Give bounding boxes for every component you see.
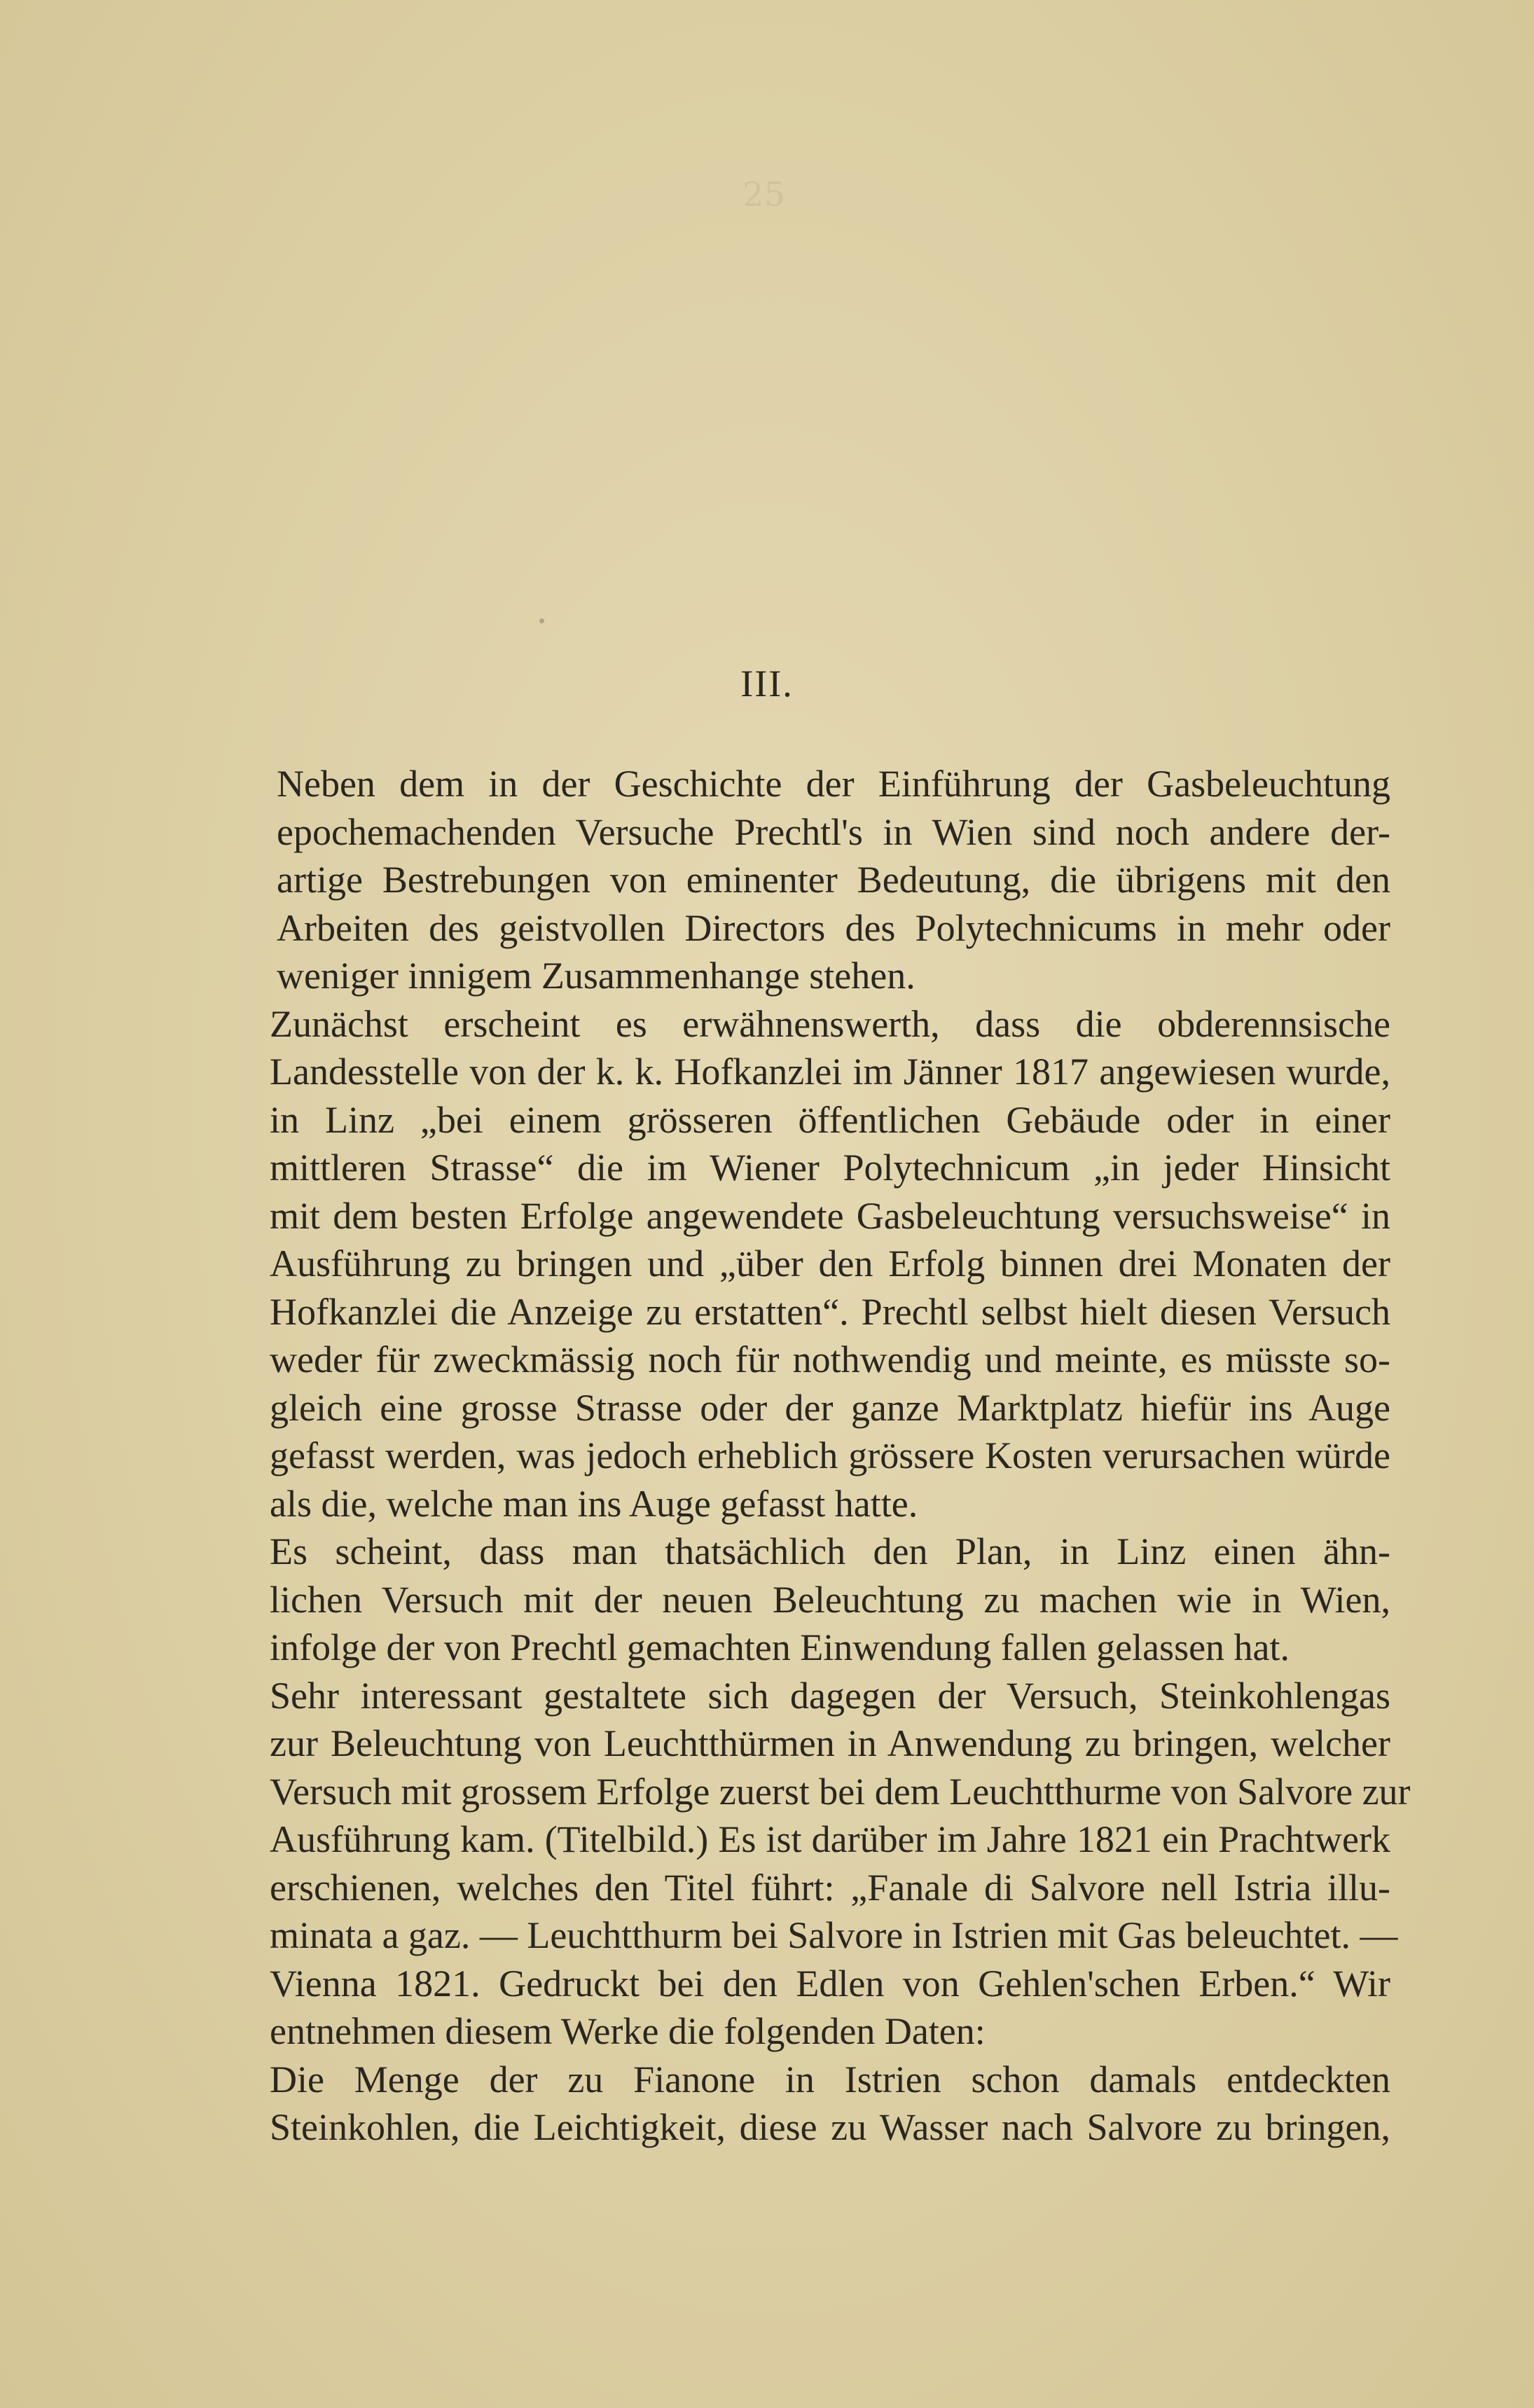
text-line: Die Menge der zu Fianone in Istrien schon damals entdeckten xyxy=(270,2058,1390,2101)
text-line: Hofkanzlei die Anzeige zu erstatten“. Prechtl selbst hielt diesen Versuch xyxy=(270,1290,1390,1333)
text-line: mit dem besten Erfolge angewendete Gasbeleuchtung versuchsweise“ in xyxy=(270,1194,1390,1237)
text-line: Zunächst erscheint es erwähnenswerth, dass die obderennsische xyxy=(270,1002,1390,1045)
section-heading: III. xyxy=(740,663,794,705)
text-line: minata a gaz. — Leuchtthurm bei Salvore in Istrien mit Gas beleuchtet. — xyxy=(270,1914,1398,1956)
text-line: weder für zweckmässig noch für nothwendig und meinte, es müsste so- xyxy=(270,1338,1390,1381)
text-line: gefasst werden, was jedoch erheblich grössere Kosten verursachen würde xyxy=(270,1434,1390,1476)
body-text xyxy=(179,760,1411,2152)
text-line: entnehmen diesem Werke die folgenden Daten: xyxy=(270,2010,986,2052)
text-line: als die, welche man ins Auge gefasst hatte. xyxy=(270,1482,918,1525)
paragraph-4 xyxy=(179,1672,1411,2056)
text-line: Ausführung kam. (Titelbild.) Es ist darüber im Jahre 1821 ein Prachtwerk xyxy=(270,1818,1390,1860)
paragraph-2 xyxy=(179,1000,1390,1528)
ink-speck xyxy=(539,618,544,623)
text-line: Landesstelle von der k. k. Hofkanzlei im Jänner 1817 angewiesen wurde, xyxy=(270,1051,1390,1093)
text-line: Arbeiten des geistvollen Directors des Polytechnicums in mehr oder xyxy=(277,906,1390,949)
text-line: in Linz „bei einem grösseren öffentlichen Gebäude oder in einer xyxy=(270,1098,1390,1141)
text-line: artige Bestrebungen von eminenter Bedeutung, die übrigens mit den xyxy=(277,859,1390,901)
text-line: zur Beleuchtung von Leuchtthürmen in Anwendung zu bringen, welcher xyxy=(270,1722,1390,1764)
paragraph-5 xyxy=(179,2056,1390,2152)
faint-page-number: 25 xyxy=(742,175,786,214)
text-line: gleich eine grosse Strasse oder der ganze Marktplatz hiefür ins Auge xyxy=(270,1386,1390,1429)
text-line: epochemachenden Versuche Prechtl's in Wien sind noch andere der- xyxy=(277,810,1390,853)
text-line: Ausführung zu bringen und „über den Erfolg binnen drei Monaten der xyxy=(270,1243,1390,1285)
text-line: Neben dem in der Geschichte der Einführung der Gasbeleuchtung xyxy=(277,763,1390,805)
text-line: Versuch mit grossem Erfolge zuerst bei dem Leuchtthurme von Salvore zur xyxy=(270,1770,1411,1813)
text-line: Vienna 1821. Gedruckt bei den Edlen von Gehlen'schen Erben.“ Wir xyxy=(270,1962,1390,2005)
text-line: mittleren Strasse“ die im Wiener Polytechnicum „in jeder Hinsicht xyxy=(270,1147,1390,1189)
text-line: erschienen, welches den Titel führt: „Fanale di Salvore nell Istria illu- xyxy=(270,1866,1390,1909)
text-line: Es scheint, dass man thatsächlich den Plan, in Linz einen ähn- xyxy=(270,1530,1390,1572)
text-line: infolge der von Prechtl gemachten Einwendung fallen gelassen hat. xyxy=(270,1626,1290,1668)
text-line: weniger innigem Zusammenhange stehen. xyxy=(277,955,915,997)
paragraph-1 xyxy=(179,760,1390,1000)
text-line: Steinkohlen, die Leichtigkeit, diese zu Wasser nach Salvore zu bringen, xyxy=(270,2106,1390,2148)
text-line: Sehr interessant gestaltete sich dagegen der Versuch, Steinkohlengas xyxy=(270,1674,1390,1717)
paragraph-3 xyxy=(179,1528,1390,1672)
text-line: lichen Versuch mit der neuen Beleuchtung zu machen wie in Wien, xyxy=(270,1578,1390,1621)
